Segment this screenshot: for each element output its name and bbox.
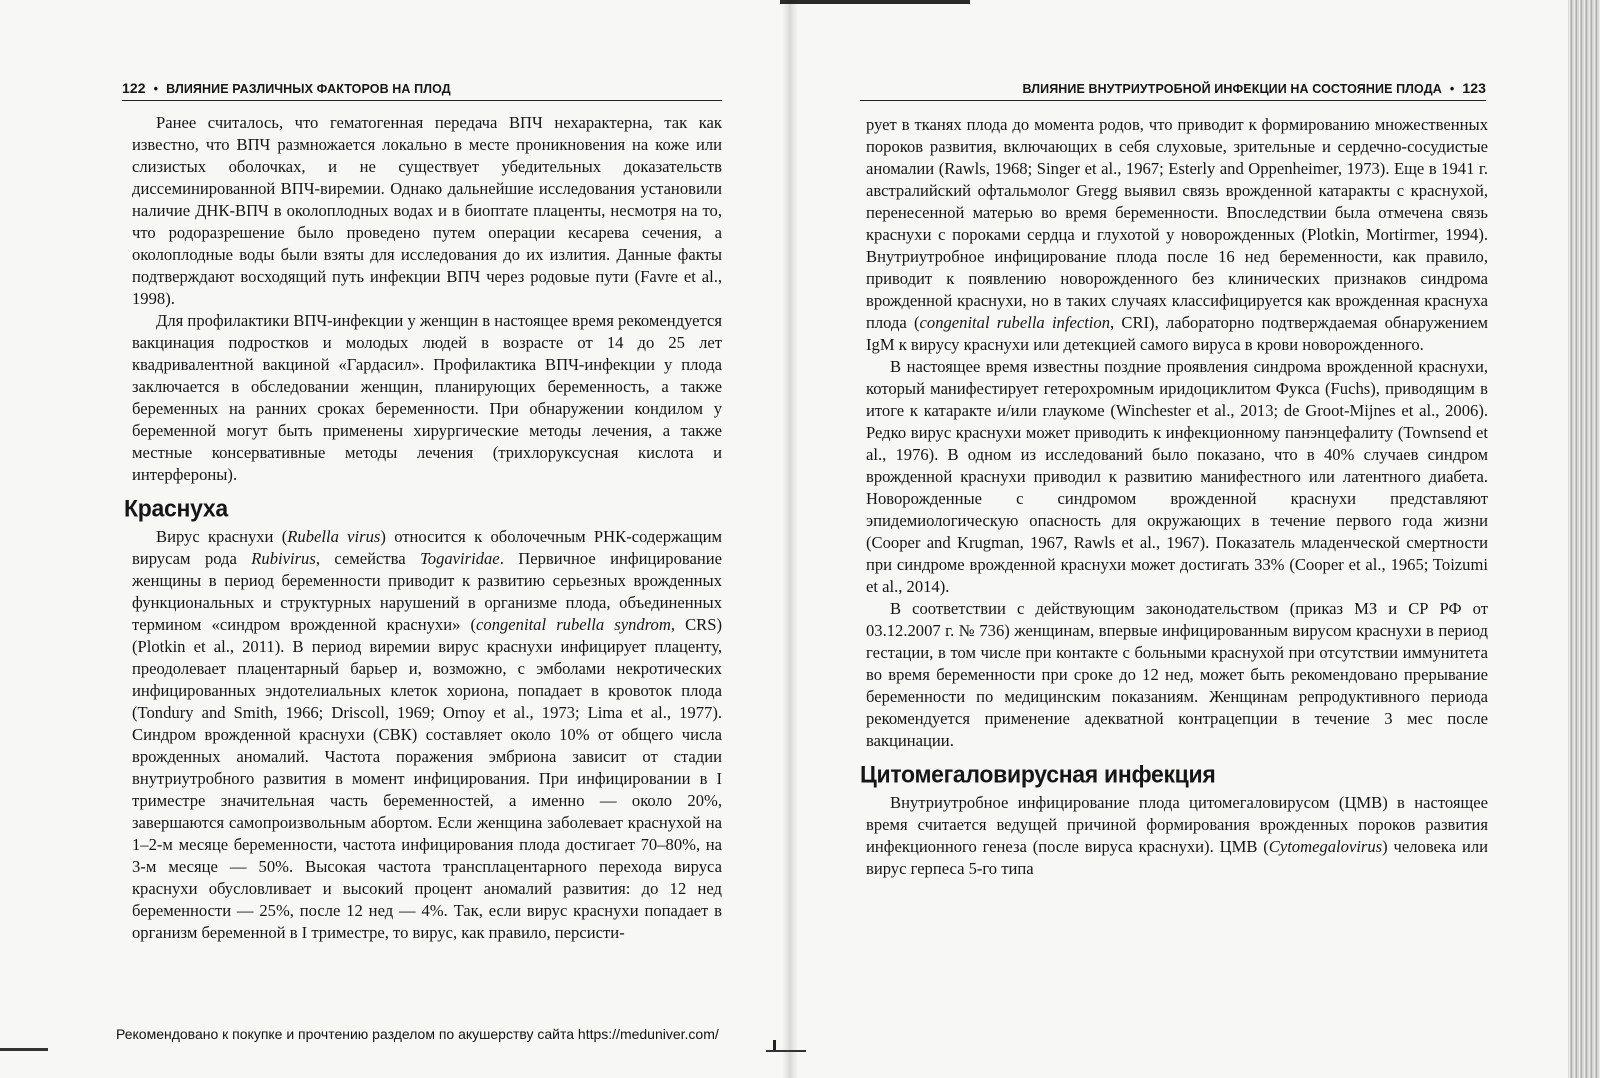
section-heading-cmv: Цитомегаловирусная инфекция [860, 760, 1216, 788]
section-heading-rubella: Краснуха [124, 494, 228, 522]
left-body-text [124, 112, 722, 944]
right-running-head [860, 80, 1486, 101]
left-running-title: ВЛИЯНИЕ РАЗЛИЧНЫХ ФАКТОРОВ НА ПЛОД [166, 82, 451, 96]
right-running-title: ВЛИЯНИЕ ВНУТРИУТРОБНОЙ ИНФЕКЦИИ НА СОСТОЯНИЕ ПЛОДА [1022, 82, 1442, 96]
scan-bottom-mark [0, 1048, 48, 1051]
footer-recommendation-note: Рекомендовано к покупке и прочтению разделом по акушерству сайта https://meduniver.com/ [116, 1026, 719, 1042]
paragraph-rubella-legislation: В соответствии с действующим законодательством (приказ МЗ и СР РФ от 03.12.2007 г. № 736) женщинам, впервые инфицированным вирусом краснухи в период гестации, в том числе при контакте с больными краснухой при отсутствии иммунитета во время беременности при сроке до 12 нед, может быть рекомендовано прерывание беременности по медицинским показаниям. Женщинам репродуктивного периода рекомендуется применение адекватной контрацепции в течение 3 мес после вакцинации. [866, 599, 1488, 750]
left-page-number: 122 [122, 80, 146, 96]
paragraph-hpv-transmission: Ранее считалось, что гематогенная передача ВПЧ нехарактерна, так как известно, что ВПЧ размножается локально в месте проникновения на коже или слизистых оболочках, и не существует убедительных доказательств диссеминированной ВПЧ-виремии. Однако дальнейшие исследования установили наличие ДНК-ВПЧ в околоплодных водах и в биоптате плаценты, несмотря на то, что родоразрешение было проведено путем операции кесарева сечения, а околоплодные воды были взяты для исследования до их излития. Данные факты подтверждают восходящий путь инфекции ВПЧ через родовые пути (Favre et al., 1998). [132, 113, 722, 308]
right-body-text [860, 114, 1488, 880]
left-running-head [122, 80, 722, 101]
paragraph-hpv-prevention: Для профилактики ВПЧ-инфекции у женщин в настоящее время рекомендуется вакцинация подростков и молодых людей в возрасте от 14 до 25 лет квадривалентной вакциной «Гардасил». Профилактика ВПЧ-инфекции у плода заключается в обследовании женщин, планирующих беременность, а также беременных на ранних сроках беременности. При обнаружении кондилом у беременной могут быть применены хирургические методы лечения, а также местные консервативные методы лечения (трихлоруксусная кислота и интерфероны). [132, 311, 722, 484]
bullet-separator: • [1449, 82, 1455, 96]
right-page-number: 123 [1462, 80, 1486, 96]
left-page [0, 0, 790, 1078]
right-page [790, 0, 1600, 1078]
bullet-separator: • [153, 82, 159, 96]
scan-gutter-base-mark [766, 1050, 806, 1052]
page-stack-edge [1568, 0, 1600, 1078]
paragraph-rubella-intro: Вирус краснухи (Rubella virus) относится к оболочечным РНК-содержащим вирусам рода Rubivirus, семейства Togaviridae. Первичное инфицирование женщины в период беременности приводит к развитию серьезных врожденных функциональных и структурных нарушений в организме плода, объединенных термином «синдром врожденной краснухи» (congenital rubella syndrom, CRS) (Plotkin et al., 2011). В период виремии вирус краснухи инфицирует плаценту, преодолевает плацентарный барьер и, возможно, с эмболами некротических инфицированных эндотелиальных клеток хориона, попадает в кровоток плода (Tondury and Smith, 1966; Driscoll, 1969; Ornoy et al., 1973; Lima et al., 1977). Синдром врожденной краснухи (СВК) составляет около 10% от общего числа врожденных аномалий. Частота поражения эмбриона зависит от стадии внутриутробного развития в момент инфицирования. При инфицировании в I триместре значительная часть беременностей, а именно — около 20%, завершаются самопроизвольным абортом. Если женщина заболевает краснухой на 1–2-м месяце беременности, частота инфицирования плода достигает 70–80%, на 3-м месяце — 50%. Высокая частота трансплацентарного перехода вируса краснухи обусловливает и высокий процент аномалий развития: до 12 нед беременности — 25%, после 12 нед — 4%. Так, если вирус краснухи попадает в организм беременной в I триместре, то вирус, как правило, персисти- [132, 527, 722, 942]
paragraph-rubella-late-manifestations: В настоящее время известны поздние проявления синдрома врожденной краснухи, который манифестирует гетерохромным иридоциклитом Фукса (Fuchs), приводящим в итоге к катаракте и/или глаукоме (Winchester et al., 2013; de Groot-Mijnes et al., 2006). Редко вирус краснухи может приводить к инфекционному панэнцефалиту (Townsend et al., 1976). В одном из исследований было показано, что в 40% случаев синдром врожденной краснухи приводил к развитию манифестного или латентного диабета. Новорожденные с синдромом врожденной краснухи представляют эпидемиологическую опасность для окружающих в течение первого года жизни (Cooper and Krugman, 1967, Rawls et al., 1967). Показатель младенческой смертности при синдроме врожденной краснухи может достигать 33% (Cooper et al., 1965; Toizumi et al., 2014). [866, 357, 1488, 596]
paragraph-cmv-intro: Внутриутробное инфицирование плода цитомегаловирусом (ЦМВ) в настоящее время считается ведущей причиной формирования врожденных пороков развития инфекционного генеза (после вируса краснухи). ЦМВ (Cytomegalovirus) человека или вирус герпеса 5-го типа [866, 793, 1488, 878]
paragraph-rubella-continued: рует в тканях плода до момента родов, что приводит к формированию множественных пороков развития, включающих в себя слуховые, зрительные и сердечно-сосудистые аномалии (Rawls, 1968; Singer et al., 1967; Esterly and Oppenheimer, 1973). Еще в 1941 г. австралийский офтальмолог Gregg выявил связь врожденной катаракты с краснухой, перенесенной матерью во время беременности. Впоследствии была отмечена связь краснухи с пороками сердца и глухотой у новорожденных (Plotkin, Mortirmer, 1994). Внутриутробное инфицирование плода после 16 нед беременности, как правило, приводит к появлению новорожденного без клинических признаков синдрома врожденной краснухи, но в таких случаях классифицируется как врожденная краснуха плода (congenital rubella infection, CRI), лабораторно подтверждаемая обнаружением IgM к вирусу краснухи или детекцией самого вируса в крови новорожденного. [866, 115, 1488, 354]
